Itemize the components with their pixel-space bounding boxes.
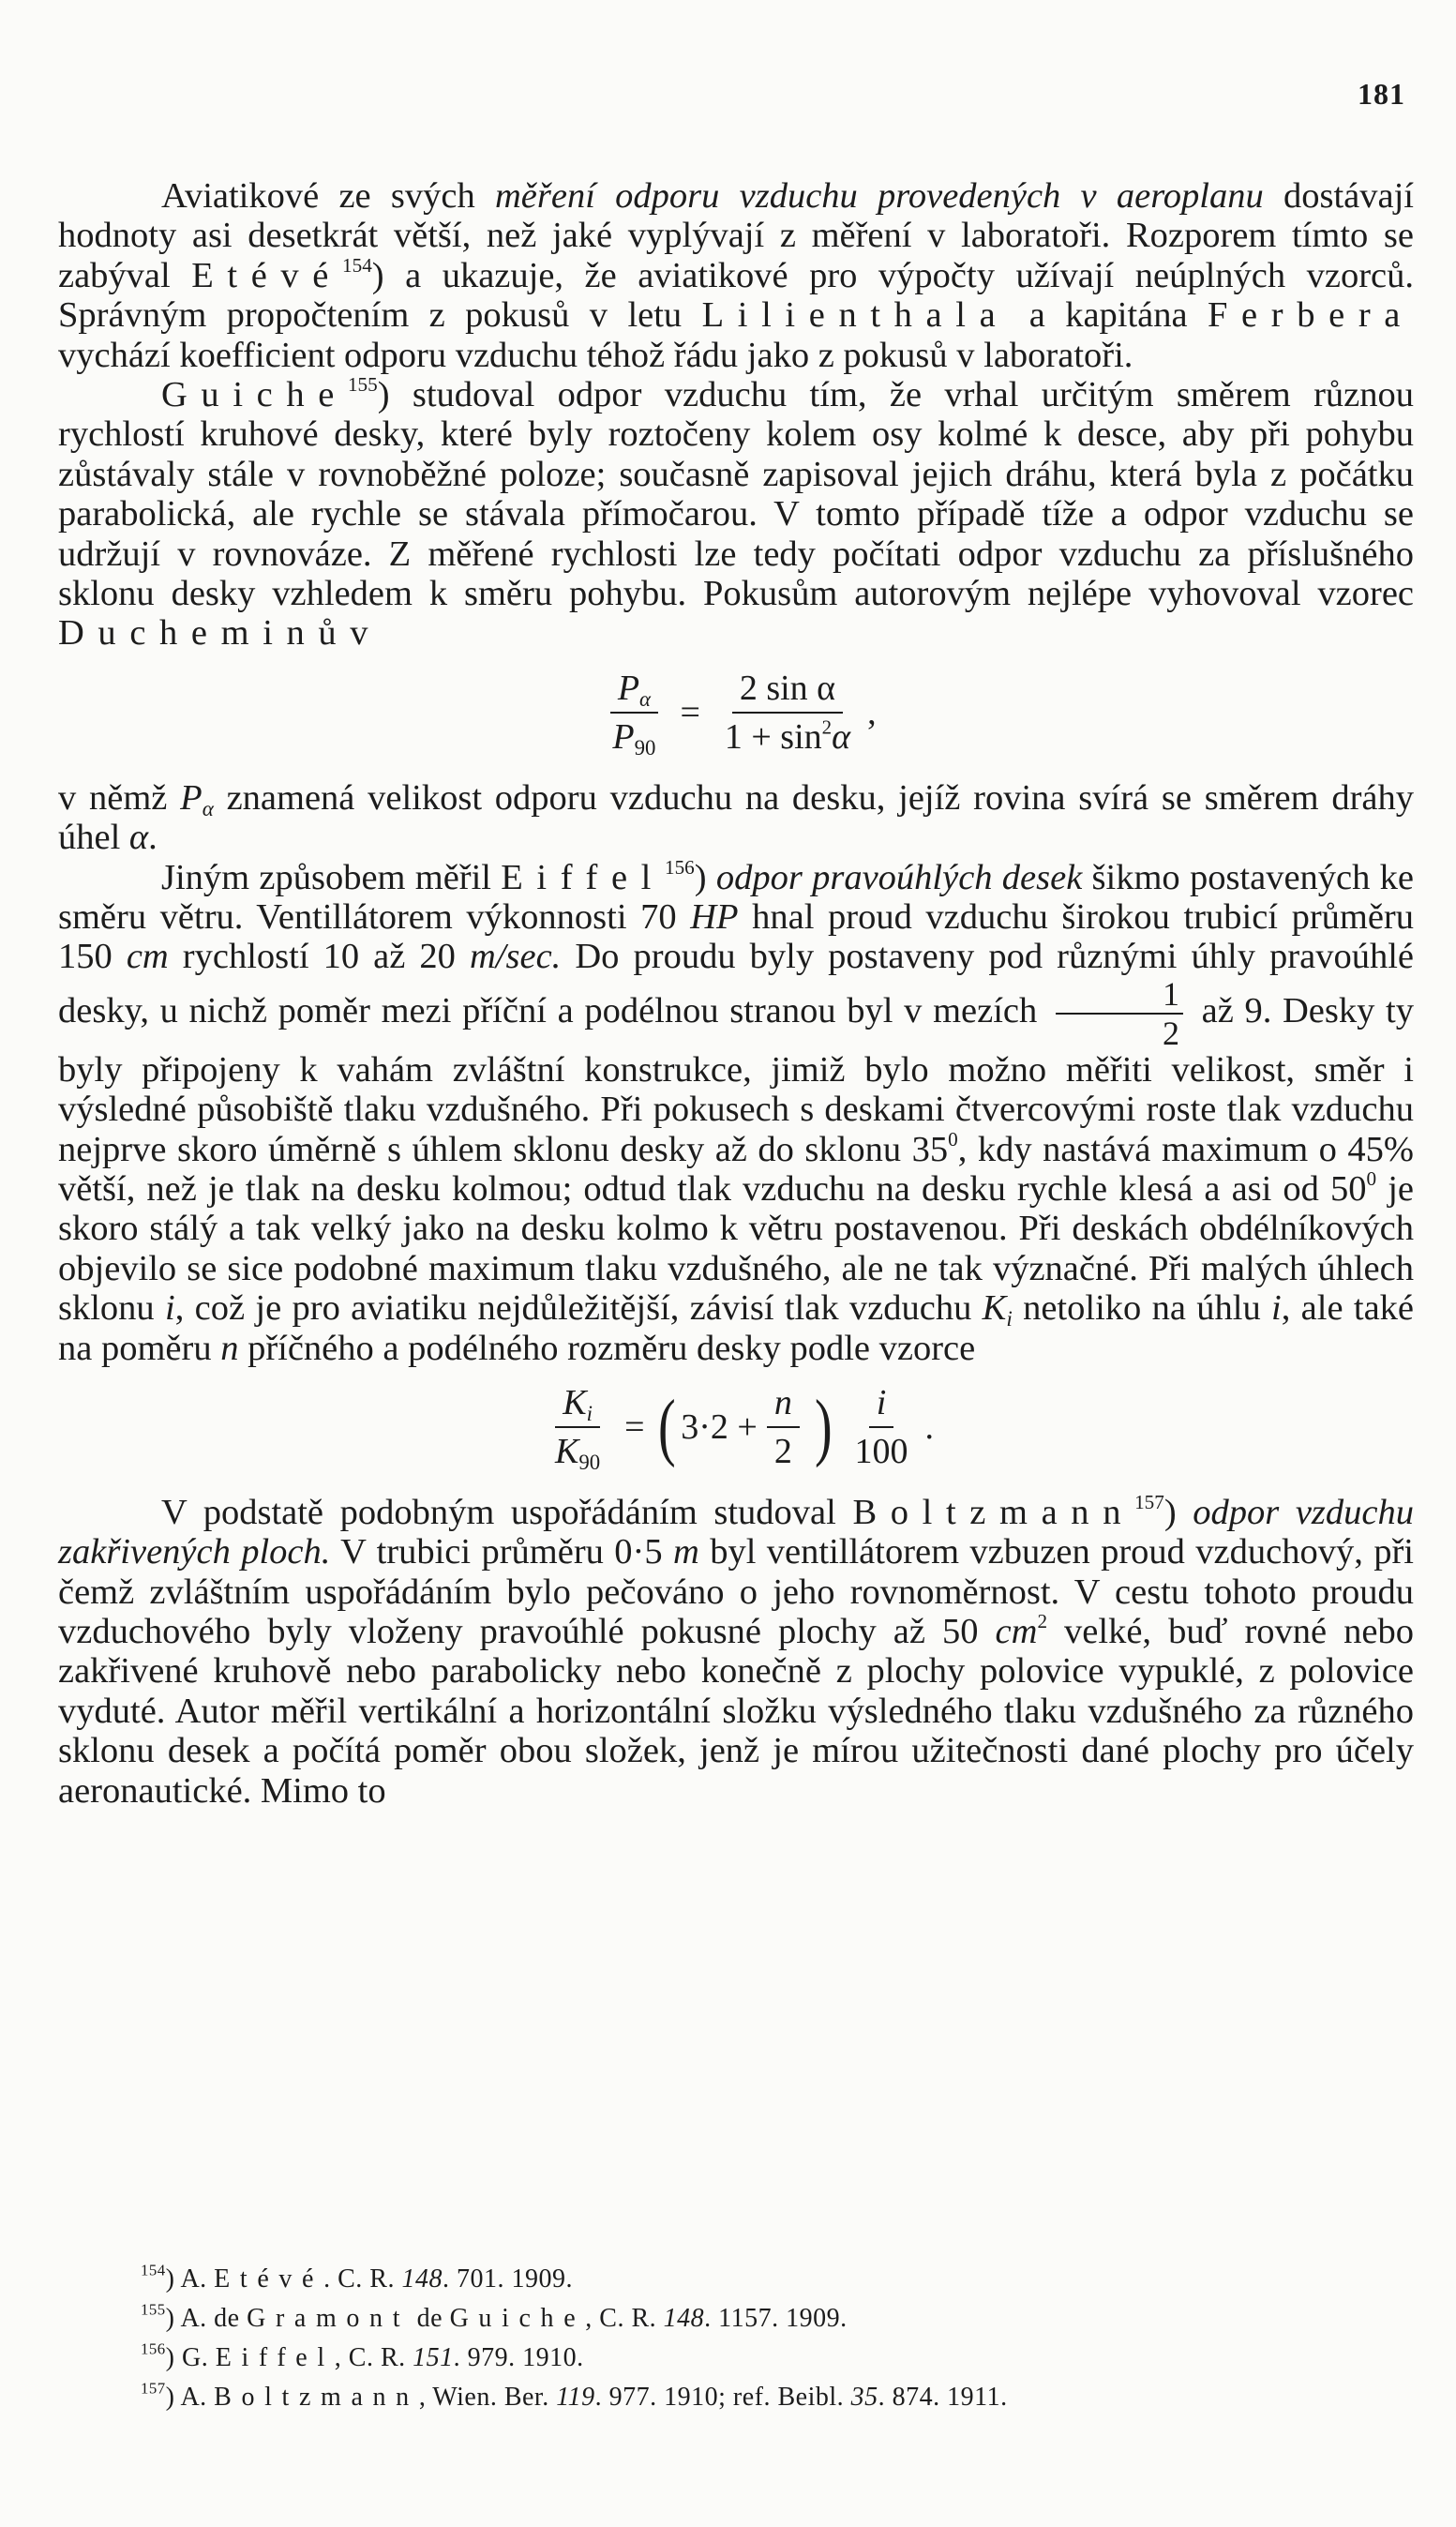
equals-sign: = xyxy=(680,693,700,733)
text-run: Jiným způsobem měřil xyxy=(161,857,502,897)
inline-fraction xyxy=(1056,974,1183,1052)
text-run: ) A. xyxy=(165,2383,215,2412)
text-run: ) studoval odpor vzduchu tím, že vrhal určitým směrem různou rychlostí kruhové desky, které byly roztočeny kolem osy kolmé k desce, aby při pohybu zůstávaly stále v rovnoběžné poloze; současně zapisoval jejich dráhu, která byla z počátku parabolická, ale rychle se stávala přímočarou. V tomto případě tíže a odpor vzduchu se udržují v rovnováze. Z měřené rychlosti lze tedy počítati odpor vzduchu za příslušného sklonu desky vzhledem k směru pohybu. Pokusům autorovým nejlépe vyhovoval vzorec xyxy=(58,375,1414,614)
paragraph-aviatics xyxy=(58,176,1414,375)
fraction xyxy=(767,1383,800,1472)
text-run: netoliko na úhlu xyxy=(1012,1288,1272,1329)
formula-punctuation: , xyxy=(867,693,877,733)
author-name: Boltzmann xyxy=(852,1492,1135,1532)
footnote-ref: 154 xyxy=(342,253,372,277)
paragraph-boltzmann xyxy=(58,1490,1415,1811)
volume: 151 xyxy=(413,2343,454,2372)
text-run: . 979. 1910. xyxy=(453,2343,584,2372)
text-run: , ale také na poměru xyxy=(58,1288,1415,1368)
close-parenthesis: ) xyxy=(814,1386,833,1469)
text-run: . 977. 1910; ref. Beibl. xyxy=(594,2383,851,2412)
paragraph-guiche xyxy=(58,375,1414,654)
formula-subscript: i xyxy=(586,1401,593,1425)
text-run: znamená velikost odporu vzduchu na desku, jejíž rovina svírá se směrem dráhy úhel xyxy=(58,777,1414,858)
text-run: velké, buď rovné nebo zakřivené kruhově nebo parabolicky nebo konečně z plochy polovice vypuklé, z polovice vyduté. Autor měřil vertikální a horizontální složku výsledného tlaku vzdušného za různého sklonu desek a počítá poměr obou složek, jenž je mírou užitečnosti dané plochy pro účely aeronautické. Mimo to xyxy=(58,1612,1415,1811)
text-run: v němž xyxy=(58,777,181,818)
text-run: Aviatikové ze svých xyxy=(161,176,495,216)
text-run: V trubici průměru 0·5 xyxy=(330,1532,673,1572)
fraction xyxy=(548,1382,608,1475)
formula-symbol: K xyxy=(982,1288,1007,1329)
text-run: ) A. de xyxy=(165,2304,248,2333)
text-run: ) A. xyxy=(165,2264,215,2294)
formula-symbol: α xyxy=(832,717,851,758)
unit: cm xyxy=(126,937,169,977)
fraction-numerator: 1 xyxy=(1056,977,1183,1015)
footnote-number: 155 xyxy=(141,2300,166,2319)
author-name: Eiffel xyxy=(501,857,666,897)
author-name: Ferbera xyxy=(1208,295,1414,336)
formula-symbol: K xyxy=(555,1432,579,1472)
text-run: , kdy nastává maximum o 45% větší, než je tlak na desku kolmou; odtud tlak vzduchu na desku rychle klesá a asi od 50 xyxy=(58,1129,1414,1209)
text-run: V podstatě podobným uspořádáním studoval xyxy=(161,1492,853,1532)
text-run: a kapitána xyxy=(1009,295,1208,336)
formula-subscript: 90 xyxy=(634,736,656,760)
formula-subscript: α xyxy=(202,795,214,820)
degree-sign: 0 xyxy=(948,1127,958,1151)
text-run: dostávají hodnoty asi desetkrát větší, než jaké vyplývají z měření v laboratoři. Rozporem tímto se zabýval xyxy=(58,176,1414,295)
emphasis: měření odporu vzduchu provedených v aeroplanu xyxy=(494,176,1264,216)
unit: m/sec. xyxy=(470,937,562,977)
formula-symbol: i xyxy=(876,1382,887,1422)
volume: 148 xyxy=(401,2264,443,2294)
text-run: de xyxy=(410,2304,450,2333)
author-name: Duchemin xyxy=(58,613,319,654)
text-run: , C. R. xyxy=(334,2343,413,2372)
formula-symbol: K xyxy=(563,1382,587,1422)
footnotes xyxy=(141,2260,1416,2417)
text-run: rychlostí 10 až 20 xyxy=(168,937,470,977)
text-run: ) xyxy=(1163,1492,1193,1532)
author-name: Boltzmann xyxy=(214,2383,419,2412)
footnote-ref: 156 xyxy=(665,855,695,879)
unit: HP xyxy=(690,896,739,937)
paragraph-eiffel xyxy=(58,855,1415,1368)
formula-numerator: 2 sin α xyxy=(732,669,843,714)
footnote-ref: 157 xyxy=(1134,1490,1164,1513)
formula-eiffel xyxy=(58,1382,1414,1475)
unit: m xyxy=(673,1532,699,1572)
text-run: , C. R. xyxy=(585,2304,664,2333)
formula-denominator: 2 xyxy=(773,1432,792,1472)
text-run: je skoro stálý a tak velký jako na desku kolmo k větru postavenou. Při deskách obdélníkových objevilo se sice podobné maximum tlaku vzdušného, ale ne tak význačné. Při malých úhlech sklonu xyxy=(58,1168,1414,1329)
footnote xyxy=(141,2378,1416,2417)
footnote-number: 157 xyxy=(141,2379,166,2398)
fraction-denominator: 2 xyxy=(1162,1014,1179,1052)
footnote-ref: 155 xyxy=(347,373,378,397)
footnote-number: 156 xyxy=(141,2339,166,2358)
volume: 148 xyxy=(663,2304,705,2333)
fraction xyxy=(605,669,663,758)
text-run: příčného a podélného rozměru desky podle vzorce xyxy=(238,1328,976,1368)
formula-symbol: P xyxy=(617,668,640,708)
paragraph-where xyxy=(58,778,1414,858)
text-run: vychází koefficient odporu vzduchu téhož řádu jako z pokusů v laboratoři. xyxy=(58,335,1133,375)
text-run: ) G. xyxy=(165,2343,216,2372)
text-run: . 1157. 1909. xyxy=(704,2304,848,2333)
page-number: 181 xyxy=(1358,77,1405,111)
author-name: Lilienthala xyxy=(701,295,1010,336)
formula-denominator: 100 xyxy=(854,1432,908,1472)
formula-text: 1 + sin xyxy=(724,717,822,758)
footnote xyxy=(141,2339,1416,2378)
formula-subscript: α xyxy=(639,686,652,711)
degree-sign: 0 xyxy=(1366,1167,1377,1191)
emphasis: odpor vzduchu zakřivených ploch. xyxy=(58,1492,1414,1572)
text-run: Do proudu byly postaveny pod různými úhly pravoúhlé desky, u nichž poměr mezi příční a podélnou stranou byl v mezích xyxy=(58,937,1414,1030)
fraction xyxy=(717,669,858,758)
footnote xyxy=(141,2260,1416,2299)
equals-sign: = xyxy=(624,1407,645,1448)
text-run: šikmo postavených ke směru větru. Ventillátorem výkonnosti 70 xyxy=(58,857,1414,937)
formula-text: 3·2 + xyxy=(681,1407,758,1448)
footnote xyxy=(141,2299,1416,2339)
formula-symbol: i xyxy=(1271,1288,1282,1329)
text-run: ův xyxy=(318,613,383,654)
author-name: Guiche xyxy=(161,375,348,415)
text-run: až 9. Desky ty byly připojeny k vahám zvláštní konstrukce, jimiž bylo možno měřiti velikost, směr i výsledné působiště tlaku vzdušného. Při pokusech s deskami čtvercovými roste tlak vzduchu nejprve skoro úměrně s úhlem sklonu desky až do sklonu 35 xyxy=(58,990,1414,1169)
fraction xyxy=(847,1383,915,1472)
formula-symbol: P xyxy=(612,717,635,758)
text-run: . 701. 1909. xyxy=(442,2264,573,2294)
formula-symbol: n xyxy=(220,1328,239,1368)
text-run: ) xyxy=(694,857,716,897)
volume: 35 xyxy=(850,2383,878,2412)
formula-superscript: 2 xyxy=(821,715,833,739)
footnote-number: 154 xyxy=(141,2261,166,2279)
formula-symbol: P xyxy=(180,777,203,818)
author-name: Eiffel xyxy=(215,2343,335,2372)
formula-duchemin xyxy=(58,669,1414,758)
open-parenthesis: ( xyxy=(657,1386,676,1469)
text-run: ) a ukazuje, že aviatikové pro výpočty užívají neúplných vzorců. Správným propočtením z pokusů v letu xyxy=(58,255,1414,336)
text-run: byl ventillátorem vzbuzen proud vzduchový, při čemž zvláštním uspořádáním bylo pečováno o jeho rovnoměrnost. V cestu tohoto proudu vzduchového byly vloženy pravoúhlé pokusné plochy až 50 xyxy=(58,1532,1414,1651)
formula-symbol: α xyxy=(128,818,149,858)
author-name: Gramont xyxy=(247,2304,411,2333)
formula-subscript: 90 xyxy=(578,1451,601,1475)
text-run: . C. R. xyxy=(323,2264,402,2294)
text-run: hnal proud vzduchu širokou trubicí průměru 150 xyxy=(58,896,1414,977)
text-run: . 874. 1911. xyxy=(878,2383,1008,2412)
body-text xyxy=(58,176,1414,1811)
volume: 119 xyxy=(556,2383,595,2412)
text-run: , Wien. Ber. xyxy=(418,2383,557,2412)
formula-punctuation: . xyxy=(924,1407,934,1448)
author-name: Guiche xyxy=(449,2304,586,2333)
unit: cm xyxy=(995,1612,1038,1651)
author-name: Etévé xyxy=(191,255,343,295)
formula-symbol: i xyxy=(165,1288,175,1329)
text-run: . xyxy=(148,818,158,858)
formula-subscript: i xyxy=(1006,1306,1013,1331)
emphasis: odpor pravoúhlých desek xyxy=(715,857,1083,897)
formula-symbol: n xyxy=(773,1382,792,1422)
text-run: , což je pro aviatiku nejdůležitější, závisí tlak vzduchu xyxy=(174,1288,983,1329)
unit-exponent: 2 xyxy=(1037,1610,1048,1633)
author-name: Etévé xyxy=(214,2264,324,2294)
